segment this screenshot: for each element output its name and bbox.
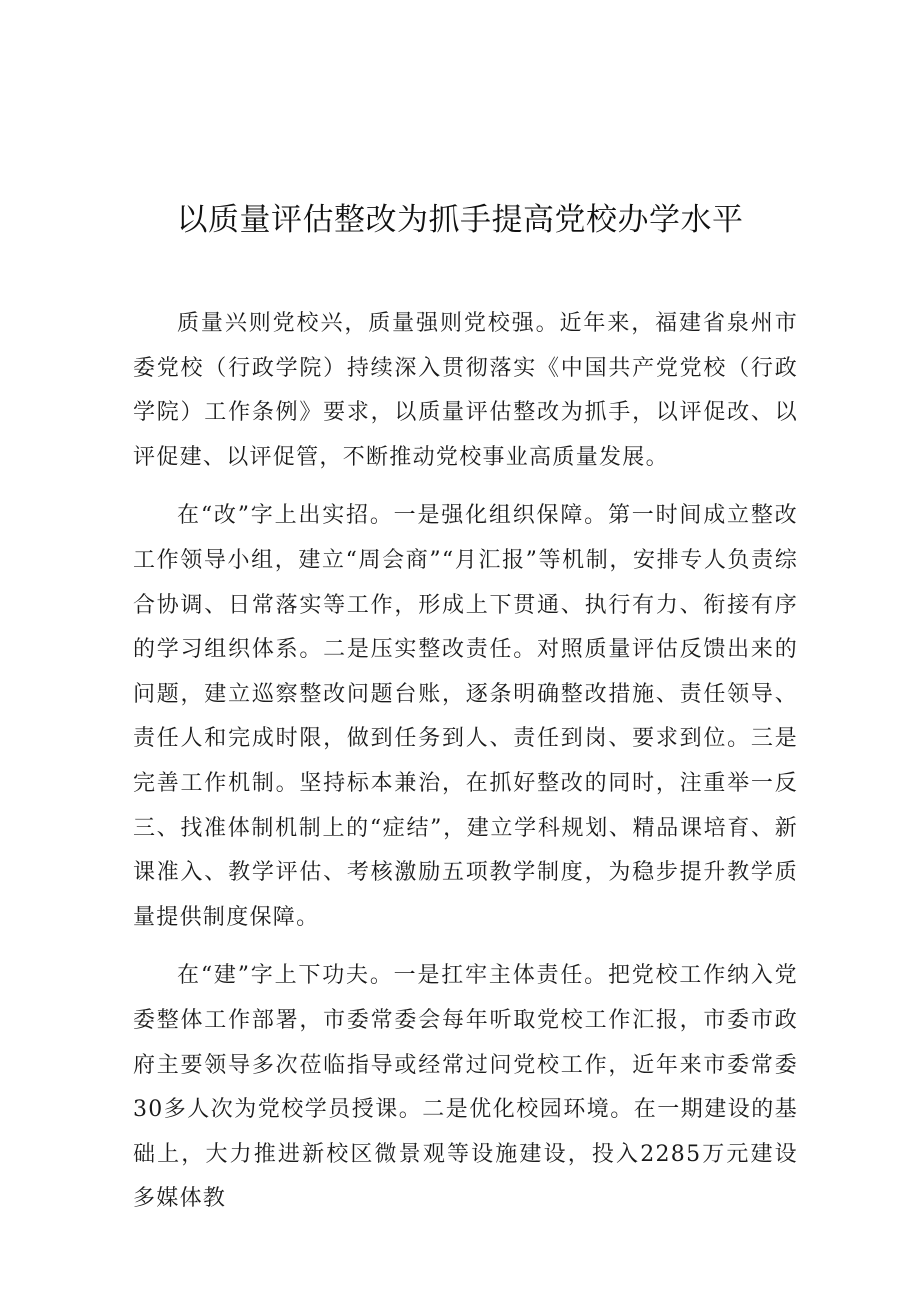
paragraph-reform: 在“改”字上出实招。一是强化组织保障。第一时间成立整改工作领导小组，建立“周会商”“月汇报”等机制，安排专人负责综合协调、日常落实等工作，形成上下贯通、执行有力、衔接有序的学习组织体系。二是压实整改责任。对照质量评估反馈出来的问题，建立巡察整改问题台账，逐条明确整改措施、责任领导、责任人和完成时限，做到任务到人、责任到岗、要求到位。三是完善工作机制。坚持标本兼治，在抓好整改的同时，注重举一反三、找准体制机制上的“症结”，建立学科规划、精品课培育、新课准入、教学评估、考核激励五项教学制度，为稳步提升教学质量提供制度保障。 bbox=[133, 503, 798, 930]
paragraph-build: 在“建”字上下功夫。一是扛牢主体责任。把党校工作纳入党委整体工作部署，市委常委会每年听取党校工作汇报，市委市政府主要领导多次莅临指导或经常过问党校工作，近年来市委常委30多人次为党校学员授课。二是优化校园环境。在一期建设的基础上，大力推进新校区微景观等设施建设，投入2285万元建设多媒体教 bbox=[133, 963, 798, 1212]
document-body bbox=[133, 302, 798, 1236]
document-title: 以质量评估整改为抓手提高党校办学水平 bbox=[176, 202, 744, 238]
paragraph-intro: 质量兴则党校兴，质量强则党校强。近年来，福建省泉州市委党校（行政学院）持续深入贯彻落实《中国共产党党校（行政学院）工作条例》要求，以质量评估整改为抓手，以评促改、以评促建、以评促管，不断推动党校事业高质量发展。 bbox=[133, 311, 798, 470]
